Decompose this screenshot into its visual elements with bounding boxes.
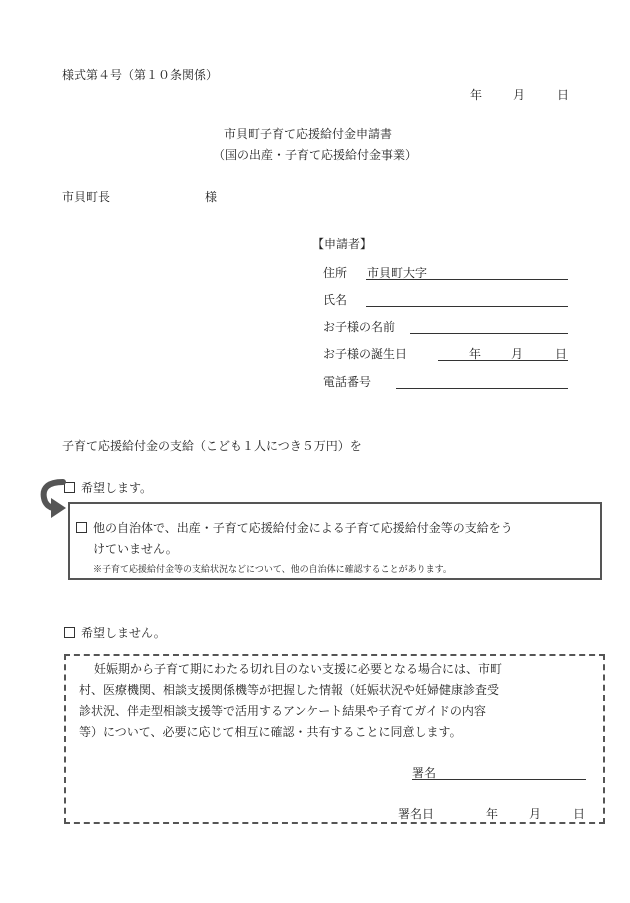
consent-line4: 等）について、必要に応じて相互に確認・共有することに同意します。 bbox=[79, 725, 462, 739]
child-name-label: お子様の名前 bbox=[323, 320, 396, 334]
form-title: 市貝町子育て応援給付金申請書 bbox=[224, 127, 393, 141]
form-number: 様式第４号（第１０条関係） bbox=[62, 68, 219, 82]
child-birthday-field-line[interactable] bbox=[438, 360, 568, 361]
birthday-day: 日 bbox=[555, 347, 568, 361]
applicant-heading: 【申請者】 bbox=[312, 237, 373, 251]
date-year: 年 bbox=[470, 88, 483, 102]
name-label: 氏名 bbox=[323, 293, 348, 307]
addressee-mayor: 市貝町長 bbox=[62, 190, 111, 204]
consent-paragraph bbox=[79, 659, 599, 743]
curved-arrow-icon bbox=[36, 476, 70, 528]
signature-date-day: 日 bbox=[573, 807, 586, 821]
address-field-line[interactable] bbox=[366, 279, 568, 280]
phone-label: 電話番号 bbox=[323, 375, 372, 389]
signature-label: 署名 bbox=[412, 766, 437, 780]
signature-date-label: 署名日 bbox=[398, 807, 435, 821]
option-no[interactable] bbox=[64, 624, 166, 641]
option-yes-label: 希望します。 bbox=[81, 481, 153, 495]
address-label: 住所 bbox=[323, 266, 348, 280]
consent-line1: 妊娠期から子育て期にわたる切れ目のない支援に必要となる場合には、市町 bbox=[94, 662, 503, 676]
yes-condition-line2: けていません。 bbox=[93, 542, 178, 556]
yes-condition-note: ※子育て応援給付金等の支給状況などについて、他の自治体に確認することがあります。 bbox=[93, 565, 452, 575]
intro-text: 子育て応援給付金の支給（こども１人につき５万円）を bbox=[62, 439, 362, 453]
birthday-year: 年 bbox=[469, 347, 482, 361]
signature-date-year: 年 bbox=[486, 807, 499, 821]
yes-condition-line1[interactable] bbox=[76, 519, 513, 536]
option-yes[interactable] bbox=[64, 479, 152, 496]
option-no-label: 希望しません。 bbox=[81, 626, 166, 640]
checkbox-icon[interactable] bbox=[76, 522, 87, 533]
signature-date-month: 月 bbox=[529, 807, 542, 821]
form-subtitle: （国の出産・子育て応援給付金事業） bbox=[213, 148, 418, 162]
birthday-month: 月 bbox=[511, 347, 524, 361]
child-birthday-label: お子様の誕生日 bbox=[323, 347, 408, 361]
name-field-line[interactable] bbox=[366, 306, 568, 307]
date-month: 月 bbox=[513, 88, 526, 102]
yes-condition-text1: 他の自治体で、出産・子育て応援給付金による子育て応援給付金等の支給をう bbox=[93, 521, 513, 535]
addressee-honorific: 様 bbox=[205, 190, 218, 204]
consent-line3: 診状況、伴走型相談支援等で活用するアンケート結果や子育てガイドの内容 bbox=[79, 704, 486, 718]
address-value[interactable]: 市貝町大字 bbox=[367, 266, 428, 280]
phone-field-line[interactable] bbox=[396, 388, 568, 389]
child-name-field-line[interactable] bbox=[410, 333, 568, 334]
checkbox-icon[interactable] bbox=[64, 627, 75, 638]
signature-field-line[interactable] bbox=[412, 779, 586, 780]
consent-line2: 村、医療機関、相談支援関係機等が把握した情報（妊娠状況や妊婦健康診査受 bbox=[79, 683, 500, 697]
date-day: 日 bbox=[557, 88, 570, 102]
